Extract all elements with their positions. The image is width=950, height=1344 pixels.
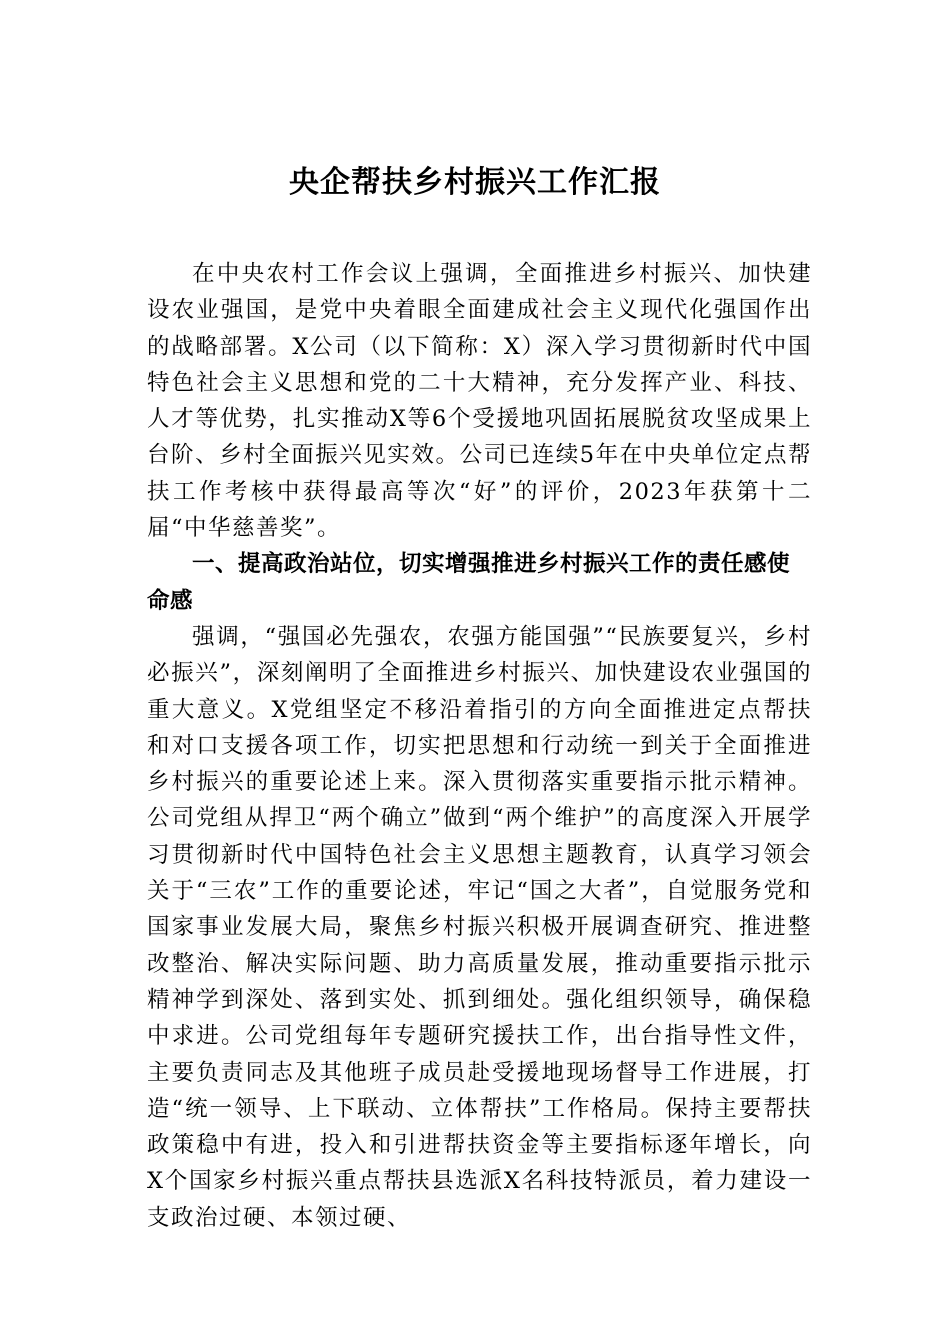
section-1-paragraph: 强调，“强国必先强农，农强方能国强”“民族要复兴，乡村必振兴”，深刻阐明了全面推进乡村振兴、加快建设农业强国的重大意义。X党组坚定不移沿着指引的方向全面推进定点帮扶和对口支援各项工作，切实把思想和行动统一到关于全面推进乡村振兴的重要论述上来。深入贯彻落实重要指示批示精神。公司党组从捍卫“两个确立”做到“两个维护”的高度深入开展学习贯彻新时代中国特色社会主义思想主题教育，认真学习领会关于“三农”工作的重要论述，牢记“国之大者”，自觉服务党和国家事业发展大局，聚焦乡村振兴积极开展调查研究、推进整改整治、解决实际问题、助力高质量发展，推动重要指示批示精神学到深处、落到实处、抓到细处。强化组织领导，确保稳中求进。公司党组每年专题研究援扶工作，出台指导性文件，主要负责同志及其他班子成员赴受援地现场督导工作进展，打造“统一领导、上下联动、立体帮扶”工作格局。保持主要帮扶政策稳中有进，投入和引进帮扶资金等主要指标逐年增长，向X个国家乡村振兴重点帮扶县选派X名科技特派员，着力建设一支政治过硬、本领过硬、 <box>147 623 812 1231</box>
document-title: 央企帮扶乡村振兴工作汇报 <box>289 165 661 200</box>
section-heading-1: 一、提高政治站位，切实增强推进乡村振兴工作的责任感使命感 <box>147 551 791 614</box>
intro-paragraph: 在中央农村工作会议上强调，全面推进乡村振兴、加快建设农业强国，是党中央着眼全面建成社会主义现代化强国作出的战略部署。X公司（以下简称：X）深入学习贯彻新时代中国特色社会主义思想和党的二十大精神，充分发挥产业、科技、人才等优势，扎实推动X等6个受援地巩固拓展脱贫攻坚成果上台阶、乡村全面振兴见实效。公司已连续5年在中央单位定点帮扶工作考核中获得最高等次“好”的评价，2023年获第十二届“中华慈善奖”。 <box>147 261 812 542</box>
document-body <box>147 256 812 1236</box>
